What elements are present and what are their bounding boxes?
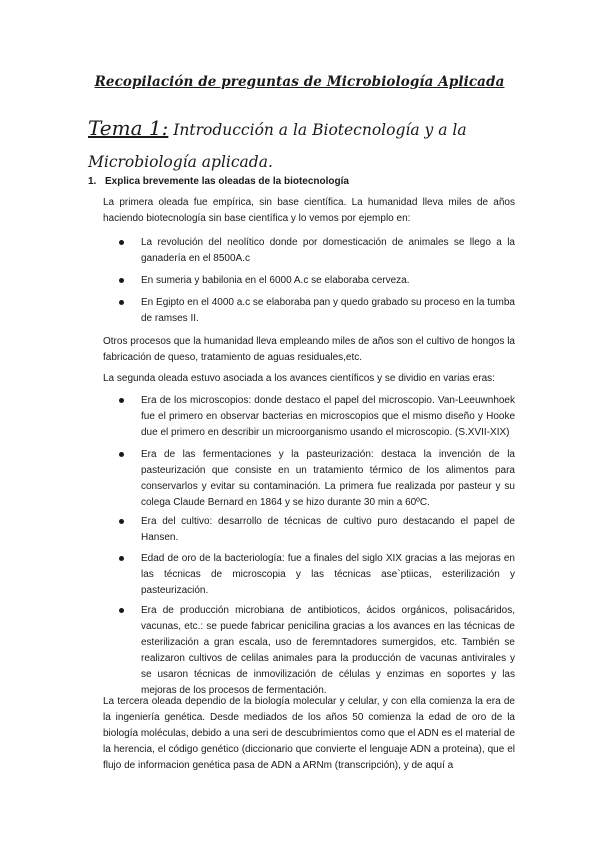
bullet-icon (119, 519, 124, 524)
list-item (141, 551, 515, 599)
question-number: 1. (88, 176, 97, 187)
bullet-icon (119, 608, 124, 613)
list-item-text: Era de las fermentaciones y la pasteurización: destaca la invención de la pasteurización que consiste en un tratamiento térmico de los alimentos para conservarlos y evitar su contaminación. La primera fue realizada por pasteur y su colega Claude Bernard en 1864 y se hizo durante 30 min a 60ºC. (141, 449, 515, 508)
list-item (141, 393, 515, 441)
bullet-icon (119, 398, 124, 403)
list-item-text: En sumeria y babilonia en el 6000 A.c se elaboraba cerveza. (141, 275, 410, 286)
paragraph-third-wave: La tercera oleada dependio de la biología molecular y celular, y con ella comienza la era de la ingeniería genética. Desde mediados de los años 50 comienza la edad de oro de la biología moléculas, debido a una seri de descubrimientos como que el ADN es el material de la herencia, el código genético (diccionario que convierte el lenguaje ADN a proteina), que el flujo de informacion genética pasa de ADN a ARNm (transcripción), y de aquí a (103, 696, 515, 771)
list-item-text: En Egipto en el 4000 a.c se elaboraba pan y quedo grabado su proceso en la tumba de ramses II. (141, 297, 515, 324)
question-text: Explica brevemente las oleadas de la biotecnología (105, 176, 349, 187)
bullet-icon (119, 240, 124, 245)
list-item-text: La revolución del neolítico donde por domesticación de animales se llego a la ganadería en el 8500A.c (141, 237, 515, 264)
topic-heading (88, 112, 528, 178)
paragraph-second-wave: La segunda oleada estuvo asociada a los avances científicos y se dividio en varias eras: (103, 373, 495, 384)
list-item (141, 603, 515, 699)
bullet-icon (119, 452, 124, 457)
list-item (141, 273, 515, 289)
list-item-text: Era de los microscopios: donde destaco el papel del microscopio. Van-Leeuwnhoek fue el primero en observar bacterias en microscopios que el mismo diseño y Hooke due el primero en describir un microorganismo usando el microscopio. (S.XVII-XIX) (141, 395, 515, 438)
list-item-text: Era del cultivo: desarrollo de técnicas de cultivo puro destacando el papel de Hansen. (141, 516, 515, 543)
bullet-icon (119, 278, 124, 283)
list-item (141, 447, 515, 511)
list-item (141, 514, 515, 546)
paragraph-first-wave: La primera oleada fue empírica, sin base científica. La humanidad lleva miles de años haciendo biotecnología sin base científica y lo vemos por ejemplo en: (103, 197, 515, 224)
question-heading (88, 176, 349, 187)
list-item (141, 295, 515, 327)
bullet-icon (119, 556, 124, 561)
list-item-text: Era de producción microbiana de antibioticos, ácidos orgánicos, polisacáridos, vacunas, etc.: se puede fabricar penicilina gracias a los avances en las técnicas de esterilización a gran escala, uso de feremntadores sumergidos, etc. También se realizaron cultivos de celilas animales para la producción de vacunas antivirales y se usaron técnicas de inmovilización de células y enzimas en soportes y las mejoras de los procesos de fermentación. (141, 605, 515, 696)
list-item (141, 235, 515, 267)
topic-label: Tema 1: (88, 116, 169, 140)
bullet-icon (119, 300, 124, 305)
topic-text: Introducción a la Biotecnología y a la Microbiología aplicada. (88, 121, 467, 171)
list-item-text: Edad de oro de la bacteriología: fue a finales del siglo XIX gracias a las mejoras en las técnicas de microscopia y las técnicas ase`ptiicas, esterilización y pasteurización. (141, 553, 515, 596)
paragraph-other-processes: Otros procesos que la humanidad lleva empleando miles de años son el cultivo de hongos la fabricación de queso, tratamiento de aguas residuales,etc. (103, 336, 515, 363)
document-title: Recopilación de preguntas de Microbiología Aplicada (94, 74, 505, 90)
